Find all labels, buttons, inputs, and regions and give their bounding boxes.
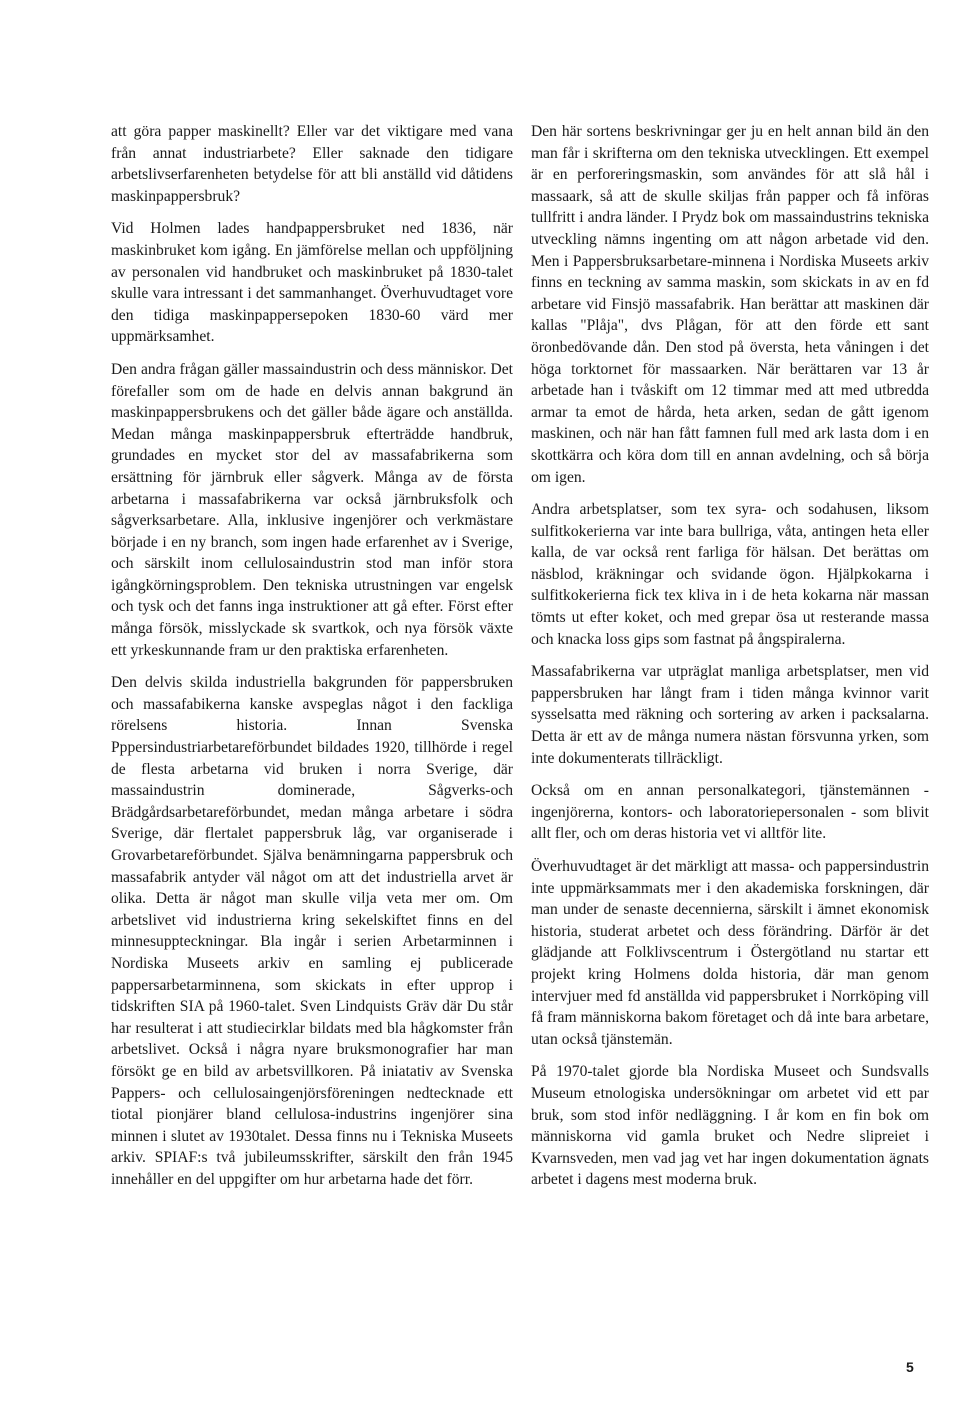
paragraph: På 1970-talet gjorde bla Nordiska Museet och Sundsvalls Museum etnologiska undersökningar om arbetet vid ett par bruk, som stod inför nedläggning. I år kom en fin bok om människorna vid gamla bruket och Nedre slipreiet i Kvarnsveden, men vad jag vet har ingen dokumentation ägnats arbetet i dagens mest moderna bruk. — [531, 1063, 929, 1189]
paragraph: Den andra frågan gäller massaindustrin och dess människor. Det förefaller som om de hade en delvis annan bakgrund än maskinpappersbrukens och det gäller både ägare och anställda. Medan många maskinpappersbruk efterträdde handbruk, grundades en mycket stor del av massafabrikerna som ersättning för järnbruk eller sågverk. Många av de första arbetarna i massafabrikerna var också järnbruksfolk och sågverksarbetare. Alla, inklusive ingenjörer och verkmästare började i en ny branch, som ingen hade erfarenhet av i Sverige, och särskilt inom cellulosaindustrin stod man inför stora igångkörningsproblem. Den tekniska utrustningen var engelsk och tysk och det fanns inga instruktioner att gå efter. Först efter många försök, misslyckade sk svartkok, och nya försök växte ett yrkeskunnande fram ur den praktiska erfarenheten. — [111, 360, 513, 659]
paragraph: Massafabrikerna var utpräglat manliga arbetsplatser, men vid pappersbruken har långt fram i tiden många kvinnor varit sysselsatta med räkning och sortering av arken i packsalarna. Detta är ett av de många numera nästan försvunna yrken, som inte dokumenterats tillräckligt. — [531, 663, 929, 767]
right-text-column — [531, 121, 929, 1202]
paragraph: Den delvis skilda industriella bakgrunden för pappersbruken och massafabikerna kanske avspeglas något i den fackliga rörelsens historia. Innan Svenska Pppersindustriarbetareförbundet bildades 1920, tillhörde i regel de flesta arbetarna vid bruken i norra Sverige, där massaindustrin dominerade, Sågverks-och Brädgårdsarbetareförbundet, medan många arbetare i södra Sverige, där flertalet pappersbruk låg, var organiserade i Grovarbetareförbundet. Själva benämningarna pappersbruk och massafabrik antyder väl något om att det industriella arvet är olika. Detta är något man skulle vilja veta mer om. Om arbetslivet vid industrierna kring sekelskiftet finns en del minnesuppteckningar. Bla ingår i serien Arbetarminnen i Nordiska Museets arkiv en samling ej publicerade pappersarbetarminnena, som skickats in efter upprop i tidskriften SIA på 1960-talet. Sven Lindquists Gräv där Du står har resulterat i att studiecirklar bildats med bla hågkomster från arbetslivet. Också i några nyare bruksmonografier har man försökt ge en bild av arbetsvillkoren. På iniatativ av Svenska Pappers- och cellulosaingenjörsföreningen nedtecknade ett tiotal pionjärer bland cellulosa-industrins ingenjörer sina minnen i slutet av 1930talet. Dessa finns nu i Tekniska Museets arkiv. SPIAF:s två jubileumsskrifter, särskilt den från 1945 innehåller en del uppgifter om hur arbetarna hade det förr. — [111, 674, 513, 1188]
paragraph: Överhuvudtaget är det märkligt att massa- och pappersindustrin inte uppmärksammats mer i den akademiska forskningen, där man under de senaste decennierna, särskilt i ämnet ekonomisk historia, studerat arbetet och dess förändring. Därför är det glädjande att Folklivscentrum i Östergötland nu startar ett projekt kring Holmens dolda historia, där man genom intervjuer med fd anställda vid pappersbruket i Norrköping vill få fram människorna bakom företaget och då inte bara arbetare, utan också tjänstemän. — [531, 858, 929, 1048]
page-number: 5 — [906, 1359, 914, 1375]
paragraph: Också om en annan personalkategori, tjänstemännen - ingenjörerna, kontors- och laboratoriepersonalen - som blivit allt fler, och om deras historia vet vi alltför lite. — [531, 782, 929, 843]
paragraph: Den här sortens beskrivningar ger ju en helt annan bild än den man får i skrifterna om den tekniska utvecklingen. Ett exempel är en perforeringsmaskin, som användes för att slå hål i massaark, så att de skulle skiljas från papper och få införas tullfritt i andra länder. I Prydz bok om massaindustrins tekniska utveckling nämns ingenting om att någon arbetade vid den. Men i Pappersbruksarbetare-minnena i Nordiska Museets arkiv finns en teckning av samma maskin, som skickats in av en fd arbetare vid Finsjö massafabrik. Han berättar att maskinen där kallas "Plåja", dvs Plågan, för att den förde ett sant öronbedövande dån. Den stod på översta, heta våningen i det höga torktornet för massaarken. När berättaren var 13 år arbetade han i tvåskift om 12 timmar med att med utbredda armar ta emot de hårda, heta arken, sedan de gått igenom maskinen, och när han fått famnen full med ark lasta dom i en skottkärra och köra dom till en annan avdelning, och så börja om igen. — [531, 123, 929, 486]
left-text-column — [111, 121, 513, 1202]
paragraph: Andra arbetsplatser, som tex syra- och sodahusen, liksom sulfitkokerierna var inte bara bullriga, våta, antingen heta eller kalla, de var också rent farliga för hälsan. Det berättas om näsblod, kräkningar och svidande ögon. Hjälpkokarna i sulfitkokerierna fick tex kliva in i de heta kokarna när massan tömts ut efter koket, och med grepar ösa ut resterande massa och knacka loss gips som fastnat på ångspiralerna. — [531, 501, 929, 648]
paragraph: att göra papper maskinellt? Eller var det viktigare med vana från annat industriarbete? Eller saknade den tidigare arbetslivserfarenheten betydelse för att bli anställd vid dåtidens maskinpappersbruk? — [111, 123, 513, 205]
paragraph: Vid Holmen lades handpappersbruket ned 1836, när maskinbruket kom igång. En jämförelse mellan och uppföljning av personalen vid handbruket och maskinbruket på 1830-talet skulle vara intressant i det sammanhanget. Överhuvudtaget vore den tidiga maskinpappersepoken 1830-60 värd mer uppmärksamhet. — [111, 220, 513, 346]
